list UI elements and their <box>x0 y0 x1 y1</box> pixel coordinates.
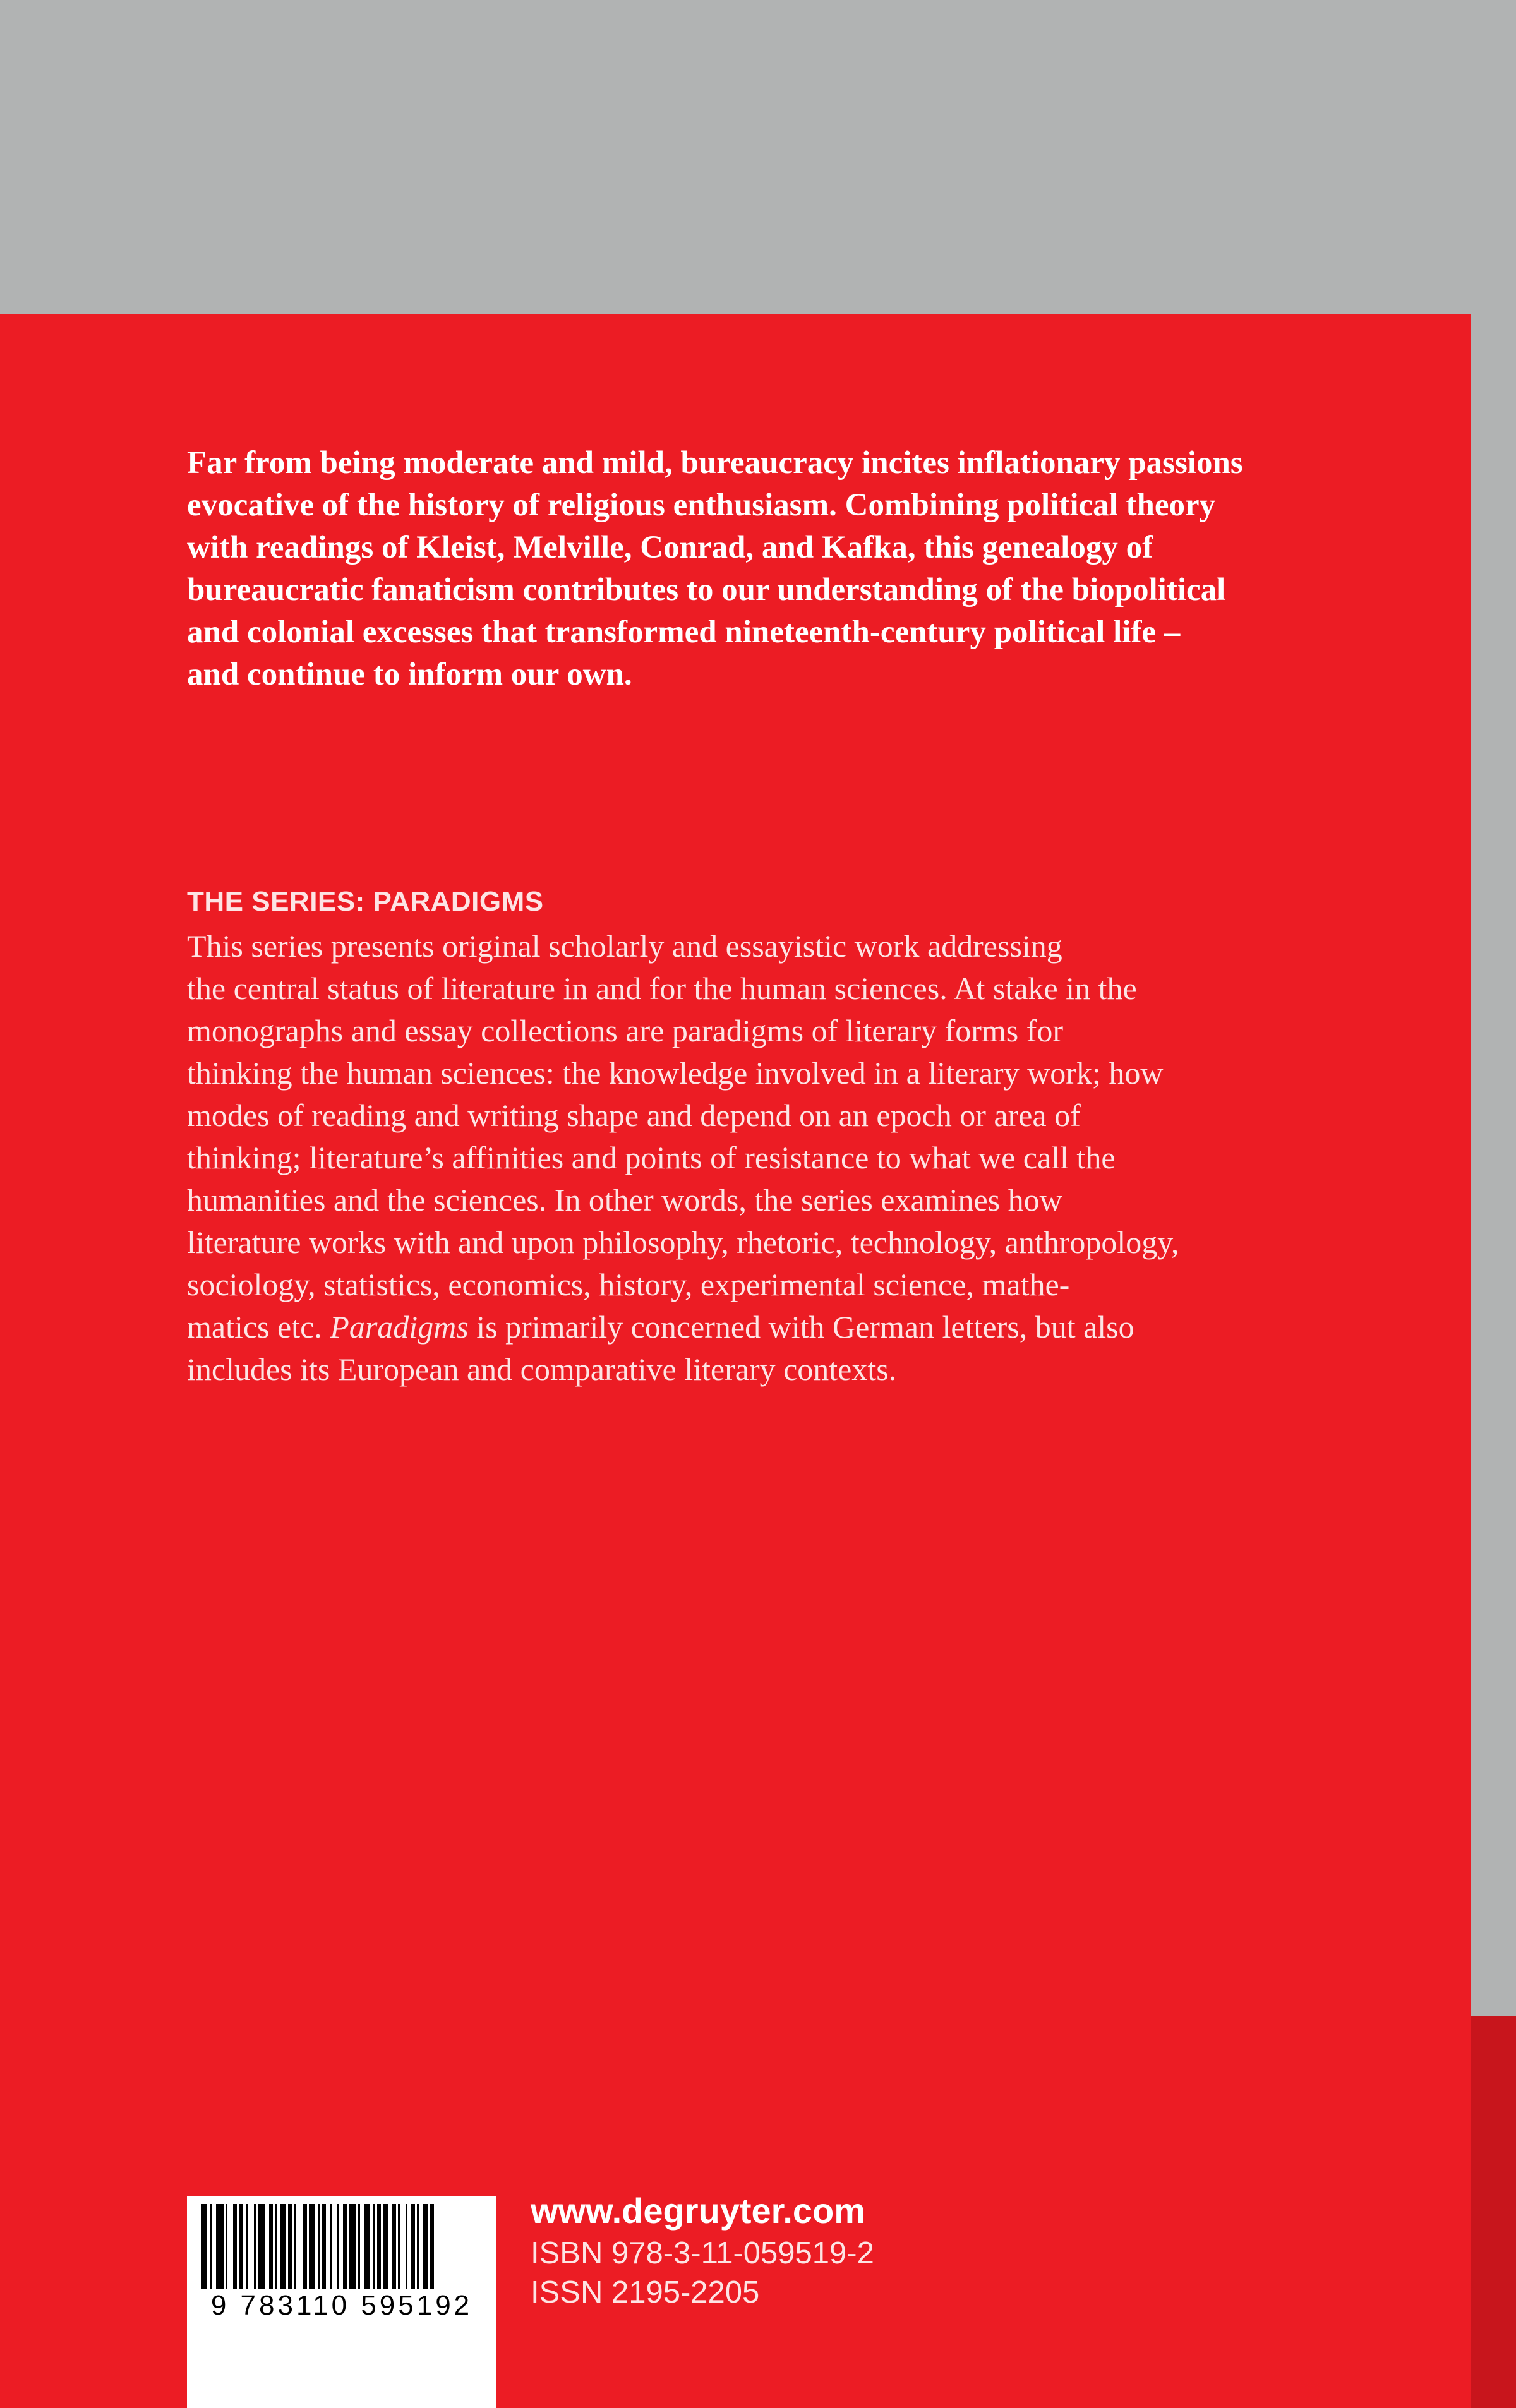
barcode-bar <box>309 2204 315 2289</box>
series-line: monographs and essay collections are paradigms of literary forms for <box>187 1013 1064 1048</box>
barcode-bar <box>383 2204 388 2289</box>
blurb-line: evocative of the history of religious enthusiasm. Combining political theory <box>187 488 1216 523</box>
book-blurb <box>187 442 1362 696</box>
blurb-line: and colonial excesses that transformed nineteenth-century political life – <box>187 614 1181 650</box>
barcode-bar <box>373 2204 375 2289</box>
series-line-suffix: is primarily concerned with German letters, but also <box>468 1309 1134 1345</box>
barcode-bar <box>343 2204 347 2289</box>
blurb-line: bureaucratic fanaticism contributes to our understanding of the biopolitical <box>187 572 1226 608</box>
series-line: the central status of literature in and for the human sciences. At stake in the <box>187 971 1137 1006</box>
barcode-bar <box>254 2204 256 2289</box>
barcode-bar <box>233 2204 237 2289</box>
barcode-bar <box>337 2204 339 2289</box>
series-line: includes its European and comparative literary contexts. <box>187 1351 897 1387</box>
barcode-bar <box>226 2204 227 2289</box>
barcode-bar <box>294 2204 296 2289</box>
series-line-prefix: matics etc. <box>187 1309 330 1345</box>
barcode-bar <box>239 2204 243 2289</box>
series-line-italic-mention <box>187 1306 1362 1348</box>
barcode-bar <box>246 2204 248 2289</box>
blurb-line: Far from being moderate and mild, bureaucracy incites inflationary passions <box>187 445 1243 481</box>
barcode-bar <box>364 2204 370 2289</box>
series-description <box>187 925 1362 1391</box>
barcode-bar <box>322 2204 326 2289</box>
barcode-bar <box>406 2204 407 2289</box>
series-line: thinking the human sciences: the knowledge involved in a literary work; how <box>187 1055 1164 1091</box>
isbn-text: ISBN 978-3-11-059519-2 <box>531 2236 874 2270</box>
barcode-bar <box>318 2204 320 2289</box>
barcode-bar <box>417 2204 419 2289</box>
barcode-bars <box>187 2196 496 2291</box>
barcode-bar <box>398 2204 400 2289</box>
barcode-bar <box>423 2204 428 2289</box>
barcode-bar <box>358 2204 360 2289</box>
publisher-website: www.degruyter.com <box>531 2191 866 2231</box>
barcode-bar <box>269 2204 273 2289</box>
barcode-bar <box>280 2204 286 2289</box>
issn-text: ISSN 2195-2205 <box>531 2275 760 2309</box>
series-line: modes of reading and writing shape and depend on an epoch or area of <box>187 1098 1081 1133</box>
series-title-italic: Paradigms <box>330 1309 469 1345</box>
barcode-bar <box>210 2204 212 2289</box>
barcode-bar <box>303 2204 307 2289</box>
barcode-bar <box>411 2204 415 2289</box>
isbn-barcode <box>187 2196 496 2408</box>
barcode-bar <box>258 2204 265 2289</box>
barcode-digits: 9 783110 595192 <box>210 2290 473 2321</box>
blurb-line: with readings of Kleist, Melville, Conrad, and Kafka, this genealogy of <box>187 530 1153 565</box>
series-line: sociology, statistics, economics, history, experimental science, mathe- <box>187 1267 1070 1302</box>
barcode-bar <box>201 2204 207 2289</box>
series-heading: THE SERIES: PARADIGMS <box>187 886 544 917</box>
barcode-bar <box>330 2204 332 2289</box>
cover-edge-shadow <box>1471 2016 1516 2408</box>
series-line: literature works with and upon philosophy, rhetoric, technology, anthropology, <box>187 1225 1179 1260</box>
barcode-bar <box>392 2204 396 2289</box>
blurb-line: and continue to inform our own. <box>187 657 632 692</box>
barcode-bar <box>430 2204 434 2289</box>
barcode-bar <box>216 2204 224 2289</box>
series-line: This series presents original scholarly and essayistic work addressing <box>187 928 1062 964</box>
barcode-bar <box>377 2204 381 2289</box>
series-line: humanities and the sciences. In other words, the series examines how <box>187 1182 1062 1218</box>
barcode-bar <box>275 2204 277 2289</box>
series-line: thinking; literature’s affinities and points of resistance to what we call the <box>187 1140 1116 1175</box>
publisher-info <box>531 2188 874 2312</box>
barcode-bar <box>288 2204 292 2289</box>
barcode-bar <box>349 2204 356 2289</box>
